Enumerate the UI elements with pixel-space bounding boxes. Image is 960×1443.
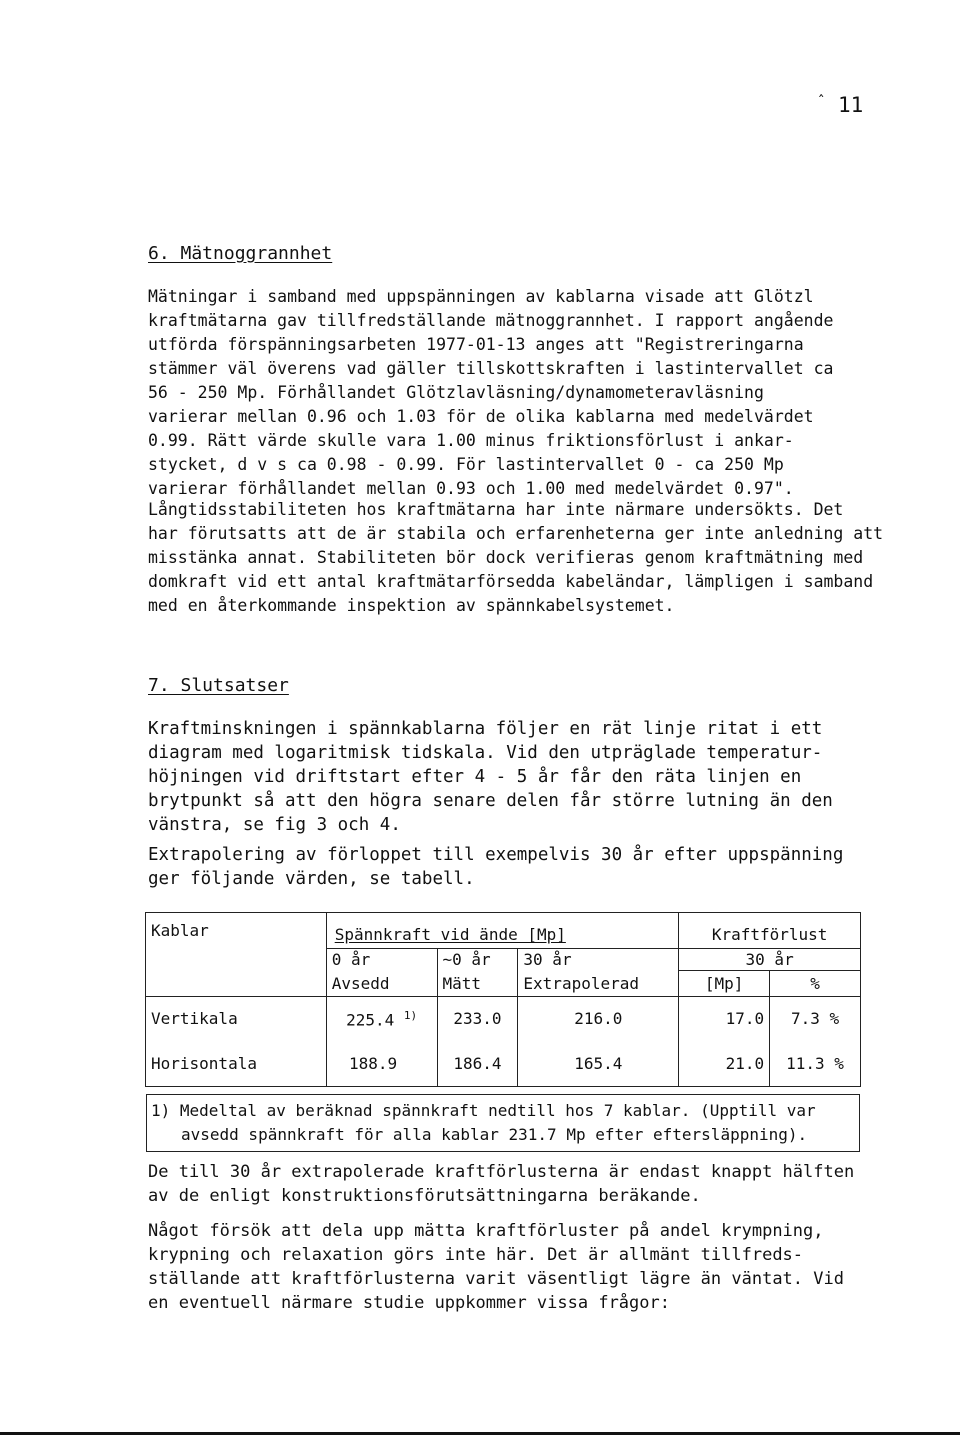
text-line: en eventuell närmare studie uppkommer vissa frågor: — [148, 1293, 670, 1313]
cell-extrapolerad: 216.0 — [518, 997, 679, 1041]
footnote-line: 1) Medeltal av beräknad spännkraft nedtill hos 7 kablar. (Upptill var — [151, 1101, 816, 1120]
cell-avsedd: 225.4 $^{1)}$ — [326, 997, 437, 1041]
header-kablar: Kablar — [146, 913, 327, 997]
cell-mp: 21.0 — [679, 1041, 770, 1087]
text-line: 0.99. Rätt värde skulle vara 1.00 minus friktionsförlust i ankar- — [148, 431, 794, 450]
header-spannkraft: Spännkraft vid ände [Mp] — [326, 913, 679, 949]
footnote-line: avsedd spännkraft för alla kablar 231.7 Mp efter eftersläppning). — [181, 1125, 808, 1144]
text-line: utförda förspänningsarbeten 1977-01-13 anges att "Registreringarna — [148, 335, 804, 354]
text-line: Mätningar i samband med uppspänningen av kablarna visade att Glötzl — [148, 287, 814, 306]
text-line: varierar mellan 0.96 och 1.03 för de olika kablarna med medelvärdet — [148, 407, 814, 426]
text-line: stämmer väl överens vad gäller tillskottskraften i lastintervallet ca — [148, 359, 834, 378]
section6-paragraph-2 — [148, 498, 884, 618]
cell-matt: 186.4 — [437, 1041, 518, 1087]
text-line: krypning och relaxation görs inte här. Det är allmänt tillfreds- — [148, 1245, 804, 1265]
footnote-ref: 1) — [403, 1008, 418, 1022]
text-line: höjningen vid driftstart efter 4 - 5 år får den räta linjen en — [148, 767, 802, 787]
text-line: diagram med logaritmisk tidskala. Vid den utpräglade temperatur- — [148, 743, 823, 763]
text-line: brytpunkt så att den högra senare delen får större lutning än den — [148, 791, 833, 811]
subheader-extrapolerad: Extrapolerad — [518, 971, 679, 997]
cell-extrapolerad: 165.4 — [518, 1041, 679, 1087]
section7-paragraph-2 — [148, 843, 864, 891]
text-line: har förutsatts att de är stabila och erfarenheterna ger inte anledning att — [148, 524, 884, 543]
text-line: Extrapolering av förloppet till exempelvis 30 år efter uppspänning — [148, 845, 844, 865]
tick-mark: ˆ — [817, 94, 826, 110]
subheader-mp: [Mp] — [679, 971, 770, 997]
table-row — [146, 997, 861, 1041]
conclusion-paragraph-1 — [148, 1160, 864, 1208]
cell-avsedd: 188.9 — [326, 1041, 437, 1087]
page-bottom-rule — [0, 1432, 960, 1435]
text-line: varierar förhållandet mellan 0.93 och 1.00 med medelvärdet 0.97". — [148, 479, 794, 498]
row-name: Horisontala — [146, 1041, 327, 1087]
cell-matt: 233.0 — [437, 997, 518, 1041]
cell-mp: 17.0 — [679, 997, 770, 1041]
subheader-30ar-forlust: 30 år — [679, 949, 861, 971]
cell-pct: 7.3 % — [770, 997, 861, 1041]
text-line: med en återkommande inspektion av spännkabelsystemet. — [148, 596, 675, 615]
table-row — [146, 1041, 861, 1087]
subheader-30ar: 30 år — [518, 949, 679, 971]
conclusion-paragraph-2 — [148, 1219, 864, 1315]
page-number: 11 — [838, 93, 864, 117]
text-line: ställande att kraftförlusterna varit väsentligt lägre än väntat. Vid — [148, 1269, 844, 1289]
text-line: domkraft vid ett antal kraftmätarförsedda kabeländar, lämpligen i samband — [148, 572, 874, 591]
section-heading-7: 7. Slutsatser — [148, 675, 289, 696]
subheader-pct: % — [770, 971, 861, 997]
text-line: 56 - 250 Mp. Förhållandet Glötzlavläsning/dynamometeravläsning — [148, 383, 764, 402]
section6-paragraph-1 — [148, 285, 864, 501]
header-kraftforlust: Kraftförlust — [679, 913, 861, 949]
text-line: Långtidsstabiliteten hos kraftmätarna har inte närmare undersökts. Det — [148, 500, 844, 519]
extrapolation-table — [145, 912, 861, 1087]
subheader-avsedd: Avsedd — [326, 971, 437, 997]
subheader-matt: Mätt — [437, 971, 518, 997]
subheader-ca0ar: ~0 år — [437, 949, 518, 971]
text-line: kraftmätarna gav tillfredställande mätnoggrannhet. I rapport angående — [148, 311, 834, 330]
text-line: av de enligt konstruktionsförutsättningarna beräkande. — [148, 1186, 701, 1206]
text-line: Kraftminskningen i spännkablarna följer en rät linje ritat i ett — [148, 719, 823, 739]
text-line: vänstra, se fig 3 och 4. — [148, 815, 401, 835]
section-heading-6: 6. Mätnoggrannhet — [148, 243, 333, 264]
section7-paragraph-1 — [148, 717, 864, 837]
cell-pct: 11.3 % — [770, 1041, 861, 1087]
table-footnote — [146, 1094, 860, 1152]
table-header-row — [146, 913, 861, 949]
text-line: Något försök att dela upp mätta kraftförluster på andel krympning, — [148, 1221, 824, 1241]
text-line: misstänka annat. Stabiliteten bör dock verifieras genom kraftmätning med — [148, 548, 864, 567]
text-line: ger följande värden, se tabell. — [148, 869, 475, 889]
text-line: stycket, d v s ca 0.98 - 0.99. För lastintervallet 0 - ca 250 Mp — [148, 455, 784, 474]
text-line: De till 30 år extrapolerade kraftförlusterna är endast knappt hälften — [148, 1162, 855, 1182]
row-name: Vertikala — [146, 997, 327, 1041]
subheader-0ar: 0 år — [326, 949, 437, 971]
